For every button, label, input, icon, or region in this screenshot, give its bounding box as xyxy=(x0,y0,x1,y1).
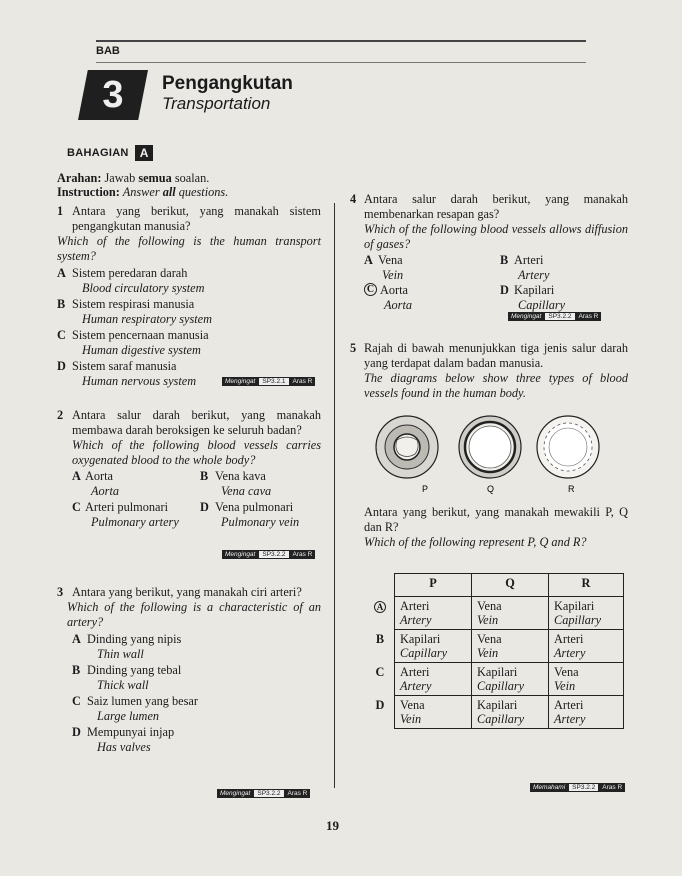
question-number: 1 xyxy=(57,204,64,218)
question-en: The diagrams below show three types of blood vessels found in the human body. xyxy=(364,371,628,400)
option-a-circled: A xyxy=(374,601,386,613)
skill-tag-q1: Mengingat SP3.2.1 Aras R xyxy=(222,377,315,386)
vessel-label-q: Q xyxy=(487,484,495,494)
table-header-r: R xyxy=(549,574,624,597)
option-d[interactable]: D Sistem saraf manusia Human nervous system xyxy=(57,359,197,388)
question-en: Which of the following blood vessels allows diffusion of gases? xyxy=(364,222,628,251)
option-a[interactable]: A Dinding yang nipis Thin wall xyxy=(72,632,182,661)
option-b[interactable]: B Arteri Artery xyxy=(500,253,550,282)
question-ms: Antara yang berikut, yang manakah sistem pengangkutan manusia? xyxy=(72,204,321,233)
vessel-r-diagram xyxy=(537,416,599,478)
header-rule-2 xyxy=(96,62,586,63)
option-c[interactable]: C Arteri pulmonari Pulmonary artery xyxy=(72,500,179,529)
question-number: 4 xyxy=(350,192,357,206)
skill-tag-q5: Memahami SP3.2.2 Aras R xyxy=(530,783,625,792)
option-d[interactable]: D Vena pulmonari Pulmonary vein xyxy=(200,500,300,529)
option-c-circled: C xyxy=(364,283,377,296)
question-ms: Antara yang berikut, yang manakah ciri arteri? xyxy=(72,585,302,599)
blood-vessel-diagram xyxy=(375,410,625,500)
question-4 xyxy=(350,192,628,312)
option-c[interactable]: C Aorta Aorta xyxy=(364,283,500,312)
question-number: 2 xyxy=(57,408,64,422)
table-row[interactable]: C Arteri Artery Kapilari Capillary Vena Vein xyxy=(366,663,624,696)
option-b[interactable]: B Vena kava Vena cava xyxy=(200,469,272,498)
table-row[interactable]: B Kapilari Capillary Vena Vein Arteri Artery xyxy=(366,630,624,663)
table-header-q: Q xyxy=(472,574,549,597)
skill-tag-q3: Mengingat SP3.2.2 Aras R xyxy=(217,789,310,798)
option-a[interactable]: A Vena Vein xyxy=(364,253,404,282)
section-letter: A xyxy=(135,145,154,161)
vessel-q-diagram xyxy=(459,416,521,478)
table-row[interactable]: D Vena Vein Kapilari Capillary Arteri Artery xyxy=(366,696,624,729)
skill-tag-q4: Mengingat SP3.2.2 Aras R xyxy=(508,312,601,321)
bab-label: BAB xyxy=(96,45,120,57)
vessel-p-diagram xyxy=(376,416,438,478)
table-header-p: P xyxy=(395,574,472,597)
answer-table-wrap xyxy=(366,573,624,729)
option-d[interactable]: D Mempunyai injap Has valves xyxy=(72,725,175,754)
vessel-label-p: P xyxy=(422,484,429,494)
option-c[interactable]: C Sistem pencernaan manusia Human digestive system xyxy=(57,328,209,357)
question-5-ask xyxy=(364,505,628,550)
option-a[interactable]: A Sistem peredaran darah Blood circulatory system xyxy=(57,266,205,295)
section-label xyxy=(67,144,153,161)
option-b[interactable]: B Sistem respirasi manusia Human respiratory system xyxy=(57,297,213,326)
option-c[interactable]: C Saiz lumen yang besar Large lumen xyxy=(72,694,198,723)
skill-tag-q2: Mengingat SP3.2.2 Aras R xyxy=(222,550,315,559)
question-ms: Antara salur darah berikut, yang manakah membenarkan resapan gas? xyxy=(364,192,628,221)
option-d[interactable]: D Kapilari Capillary xyxy=(500,283,566,312)
question-en: Which of the following is the human transport system? xyxy=(57,234,321,263)
instruction-en: Instruction: Answer all questions. xyxy=(57,185,229,199)
header-rule xyxy=(96,40,586,42)
instruction-ms: Arahan: Jawab semua soalan. xyxy=(57,171,210,185)
question-ms: Rajah di bawah menunjukkan tiga jenis salur darah yang terdapat dalam badan manusia. xyxy=(364,341,628,370)
page-number: 19 xyxy=(326,818,339,833)
option-a[interactable]: A Aorta Aorta xyxy=(72,469,120,498)
question-1 xyxy=(57,204,321,388)
table-row[interactable]: A Arteri Artery Vena Vein Kapilari Capillary xyxy=(366,597,624,630)
question-number: 3 xyxy=(57,585,64,599)
question-en: Which of the following is a characteristic of an artery? xyxy=(67,600,321,629)
chapter-number: 3 xyxy=(102,74,124,116)
chapter-title-ms: Pengangkutan xyxy=(162,73,293,94)
question-en: Which of the following blood vessels carries oxygenated blood to the whole body? xyxy=(72,438,321,467)
answer-table xyxy=(366,573,624,729)
vessel-label-r: R xyxy=(568,484,575,494)
question-ms: Antara yang berikut, yang manakah mewakili P, Q dan R? xyxy=(364,505,628,534)
question-3 xyxy=(57,585,321,754)
question-number: 5 xyxy=(350,341,357,355)
question-2 xyxy=(57,408,321,529)
section-label-text: BAHAGIAN xyxy=(67,146,129,159)
question-ms: Antara salur darah berikut, yang manakah membawa darah beroksigen ke seluruh badan? xyxy=(72,408,321,437)
chapter-title-en: Transportation xyxy=(162,94,271,113)
question-5 xyxy=(350,341,628,401)
option-b[interactable]: B Dinding yang tebal Thick wall xyxy=(72,663,182,692)
question-en: Which of the following represent P, Q and R? xyxy=(364,535,587,549)
